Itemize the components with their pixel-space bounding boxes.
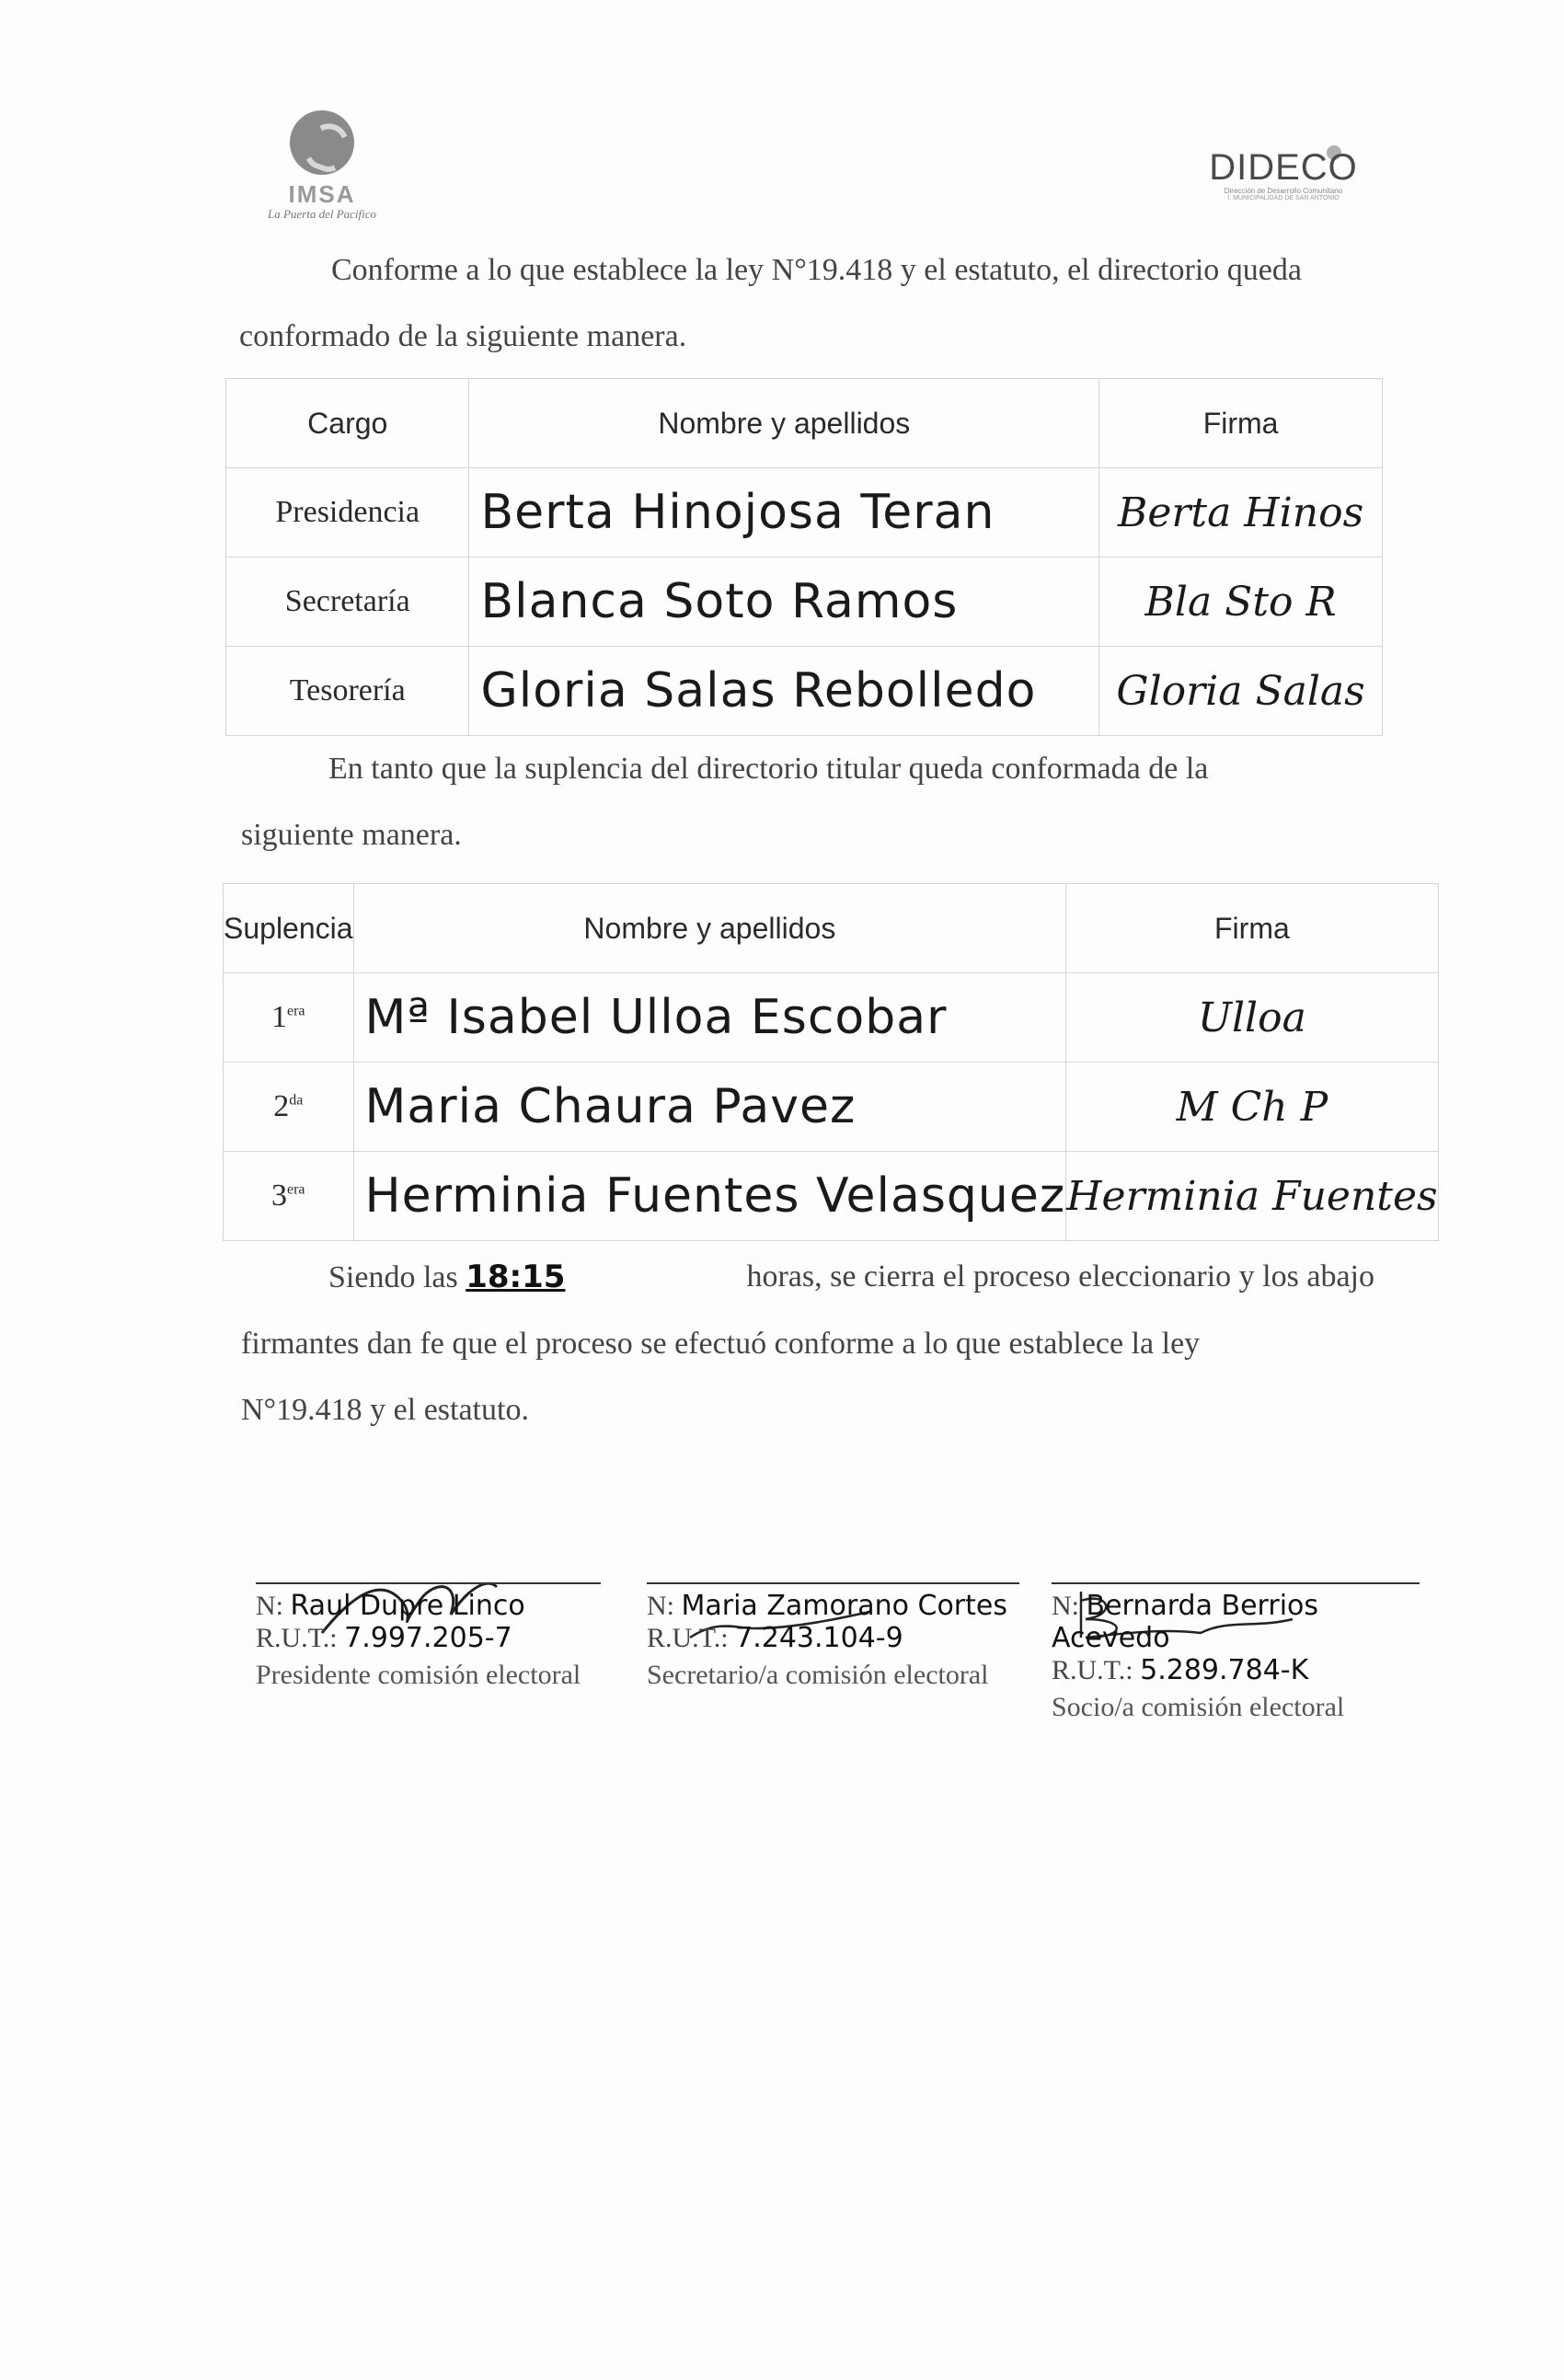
header-firma: Firma (1099, 379, 1383, 468)
signer-secretary (647, 1581, 1019, 1691)
cargo-cell: Secretaría (226, 558, 469, 647)
firma-cell: Berta Hinos (1099, 468, 1383, 558)
signer-name: Raul Dupre Linco (290, 1590, 525, 1622)
suplencia-num: 1 (271, 1000, 287, 1034)
dideco-logo-sub2: I. MUNICIPALIDAD DE SAN ANTONIO (1227, 195, 1340, 201)
firma-cell: Herminia Fuentes (1066, 1152, 1438, 1241)
table-row (226, 647, 1383, 736)
table-row (224, 973, 1439, 1063)
signer-rut-label: R.U.T.: (256, 1623, 338, 1653)
signer-role: Socio/a comisión electoral (1052, 1692, 1345, 1722)
closing-line-3: N°19.418 y el estatuto. (241, 1393, 529, 1427)
firma-cell: Ulloa (1066, 973, 1438, 1063)
nombre-cell: Maria Chaura Pavez (353, 1063, 1066, 1152)
nombre-cell: Gloria Salas Rebolledo (469, 647, 1099, 736)
imsa-logo-name: IMSA (288, 180, 356, 208)
header-suplencia: Suplencia (224, 884, 354, 973)
signer-name: Maria Zamorano Cortes (681, 1590, 1007, 1622)
nombre-cell: Herminia Fuentes Velasquez (353, 1152, 1066, 1241)
closing-suffix: horas, se cierra el proceso eleccionario y los abajo (746, 1259, 1374, 1293)
header-cargo: Cargo (226, 379, 469, 468)
suplencia-header-row (224, 884, 1439, 973)
signer-rut: 7.243.104-9 (735, 1622, 903, 1654)
signer-n-label: N: (647, 1591, 674, 1621)
table-row (226, 468, 1383, 558)
signer-rut: 5.289.784-K (1140, 1654, 1309, 1686)
firma-cell: Bla Sto R (1099, 558, 1383, 647)
suplencia-ordinal: da (289, 1092, 304, 1109)
imsa-logo-tagline: La Puerta del Pacifico (267, 207, 377, 221)
signer-n-label: N: (256, 1591, 283, 1621)
directorio-table (225, 378, 1383, 736)
signer-rut-label: R.U.T.: (647, 1623, 729, 1653)
suplencia-num: 3 (271, 1179, 287, 1213)
suplencia-line-2: siguiente manera. (241, 818, 462, 852)
signer-role: Secretario/a comisión electoral (647, 1660, 989, 1690)
header-nombre: Nombre y apellidos (469, 379, 1099, 468)
suplencia-table (223, 883, 1439, 1241)
cargo-cell: Presidencia (226, 468, 469, 558)
dideco-logo (1196, 147, 1371, 201)
closing-paragraph (241, 1244, 1374, 1443)
suplencia-ordinal: era (287, 1181, 305, 1198)
closing-prefix: Siendo las (328, 1260, 458, 1294)
suplencia-paragraph (241, 736, 1373, 868)
suplencia-cell (224, 1063, 354, 1152)
signer-rut: 7.997.205-7 (344, 1622, 512, 1654)
dideco-logo-sub1: Dirección de Desarrollo Comunitario (1224, 187, 1343, 195)
suplencia-cell (224, 1152, 354, 1241)
suplencia-ordinal: era (287, 1003, 305, 1019)
imsa-logo (248, 110, 396, 239)
intro-line-1: Conforme a lo que establece la ley N°19.418 y el estatuto, el directorio queda (331, 253, 1302, 287)
suplencia-cell (224, 973, 354, 1063)
nombre-cell: Mª Isabel Ulloa Escobar (353, 973, 1066, 1063)
firma-cell: Gloria Salas (1099, 647, 1383, 736)
table-row (224, 1063, 1439, 1152)
header-nombre: Nombre y apellidos (353, 884, 1066, 973)
closing-line-1 (241, 1244, 1374, 1311)
suplencia-num: 2 (273, 1089, 290, 1123)
signer-name: Bernarda Berrios Acevedo (1052, 1590, 1319, 1654)
imsa-emblem-icon (290, 110, 354, 175)
table-row (226, 558, 1383, 647)
signer-n-label: N: (1052, 1591, 1079, 1621)
signer-member (1052, 1581, 1420, 1723)
firma-cell: M Ch P (1066, 1063, 1438, 1152)
signer-role: Presidente comisión electoral (256, 1660, 581, 1690)
intro-paragraph (239, 237, 1375, 370)
nombre-cell: Blanca Soto Ramos (469, 558, 1099, 647)
nombre-cell: Berta Hinojosa Teran (469, 468, 1099, 558)
closing-line-2: firmantes dan fe que el proceso se efectuó conforme a lo que establece la ley (241, 1327, 1201, 1361)
table-row (224, 1152, 1439, 1241)
signer-president (256, 1581, 601, 1691)
intro-line-2: conformado de la siguiente manera. (239, 319, 687, 353)
signer-rut-label: R.U.T.: (1052, 1655, 1133, 1685)
header-firma: Firma (1066, 884, 1438, 973)
suplencia-line-1: En tanto que la suplencia del directorio titular queda conformada de la (328, 752, 1209, 786)
cargo-cell: Tesorería (226, 647, 469, 736)
closing-time: 18:15 (466, 1259, 566, 1295)
dideco-logo-name: DIDECO (1209, 147, 1358, 188)
directorio-header-row (226, 379, 1383, 468)
